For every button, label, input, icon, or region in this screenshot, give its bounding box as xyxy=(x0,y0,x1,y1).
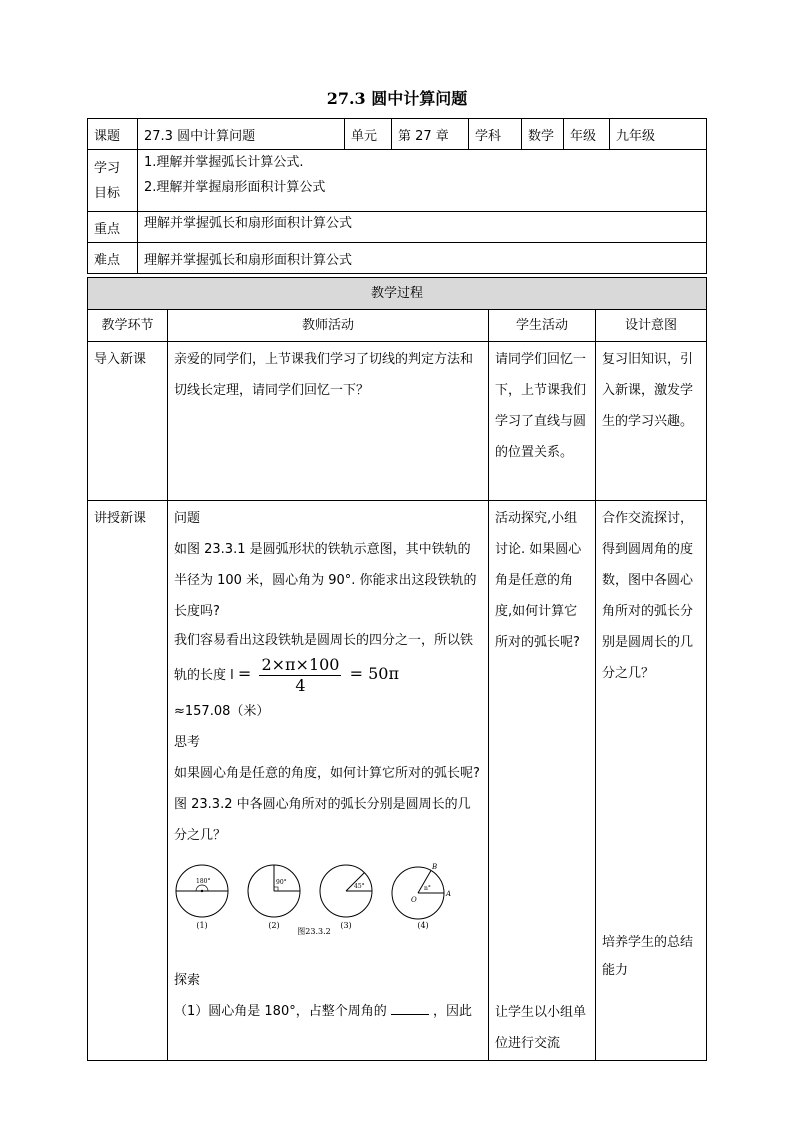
teacher-intro: 亲爱的同学们，上节课我们学习了切线的判定方法和切线长定理，请同学们回忆一下？ xyxy=(168,342,489,501)
col-stage: 教学环节 xyxy=(88,310,168,342)
svg-text:A: A xyxy=(446,890,452,898)
svg-text:45°: 45° xyxy=(354,883,365,890)
circle-180: 180° (1) xyxy=(174,863,230,930)
key-value: 理解并掌握弧长和扇形面积计算公式 xyxy=(138,212,707,243)
grade-value: 九年级 xyxy=(610,119,707,150)
unit-value: 第 27 章 xyxy=(392,119,469,150)
circle-90: 90° (2) xyxy=(246,863,302,930)
figure-caption: 图23.3.2 xyxy=(297,927,331,936)
formula-result: = 50π xyxy=(349,664,399,683)
subject-label: 学科 xyxy=(469,119,522,150)
col-intent: 设计意图 xyxy=(596,310,707,342)
intent-intro: 复习旧知识，引入新课，激发学生的学习兴趣。 xyxy=(596,342,707,501)
student-activity-2: 让学生以小组单位进行交流 xyxy=(495,1005,587,1051)
intent-new xyxy=(596,501,707,1061)
problem-text: 如图 23.3.1 是圆弧形状的铁轨示意图，其中铁轨的半径为 100 米，圆心角为 90°. 你能求出这段铁轨的长度吗? xyxy=(174,542,477,619)
figure-23-3-2 xyxy=(174,863,482,937)
intent-2: 培养学生的总结能力 xyxy=(602,935,694,978)
goal-line-1: 1.理解并掌握弧长计算公式. xyxy=(144,155,304,170)
difficulty-label: 难点 xyxy=(88,243,138,274)
stage-intro: 导入新课 xyxy=(88,342,168,501)
intent-1: 合作交流探讨，得到圆周角的度数，图中各圆心角所对的弧长分别是圆周长的几分之几？ xyxy=(602,511,694,681)
grade-label: 年级 xyxy=(564,119,610,150)
page-title: 27.3 圆中计算问题 xyxy=(326,89,468,108)
stage-new: 讲授新课 xyxy=(88,501,168,1061)
student-activity-1: 活动探究,小组讨论. 如果圆心角是任意的角度,如何计算它所对的弧长呢? xyxy=(495,511,582,650)
svg-text:n°: n° xyxy=(424,885,431,892)
teacher-new xyxy=(168,501,489,1061)
formula-denominator: 4 xyxy=(295,676,306,695)
problem-heading: 问题 xyxy=(174,511,201,526)
svg-text:B: B xyxy=(432,863,438,871)
student-new xyxy=(489,501,596,1061)
key-label: 重点 xyxy=(88,212,138,243)
process-table xyxy=(87,277,707,1061)
student-intro: 请同学们回忆一下，上节课我们学习了直线与圆的位置关系。 xyxy=(489,342,596,501)
col-teacher: 教师活动 xyxy=(168,310,489,342)
difficulty-value: 理解并掌握弧长和扇形面积计算公式 xyxy=(138,243,707,274)
answer-blank[interactable] xyxy=(391,1000,429,1015)
quarter-text: 我们容易看出这段铁轨是圆周长的四分之一，所以铁轨的长度 l = $\frac{2\times\pi\times 100}{4}$ = 50π xyxy=(174,633,474,695)
info-table xyxy=(87,118,707,274)
svg-text:180°: 180° xyxy=(196,878,211,885)
figure-question: 图 23.3.2 中各圆心角所对的弧长分别是圆周长的几分之几？ xyxy=(174,797,471,843)
explore-heading: 探索 xyxy=(174,973,201,988)
goal-value xyxy=(138,150,707,212)
course-value: 27.3 圆中计算问题 xyxy=(138,119,345,150)
svg-text:90°: 90° xyxy=(276,879,287,886)
subject-value: 数学 xyxy=(522,119,564,150)
col-student: 学生活动 xyxy=(489,310,596,342)
formula-numerator: 2×π×100 xyxy=(261,655,340,674)
goal-line-2: 2.理解并掌握扇形面积计算公式 xyxy=(144,180,326,195)
svg-text:O: O xyxy=(411,896,417,904)
unit-label: 单元 xyxy=(345,119,392,150)
circle-n: n° B A O (4) xyxy=(390,863,456,930)
goal-label: 学习目标 xyxy=(88,150,138,212)
course-label: 课题 xyxy=(88,119,138,150)
circle-45: 45° (3) xyxy=(318,863,374,930)
arc-formula xyxy=(259,655,341,696)
approx-value: ≈157.08（米） xyxy=(174,704,270,719)
explore-text: （1）圆心角是 180°，占整个周角的 ，因此 xyxy=(174,996,482,1027)
think-heading: 思考 xyxy=(174,735,201,750)
process-header: 教学过程 xyxy=(88,278,707,310)
think-text: 如果圆心角是任意的角度，如何计算它所对的弧长呢? xyxy=(174,766,480,781)
